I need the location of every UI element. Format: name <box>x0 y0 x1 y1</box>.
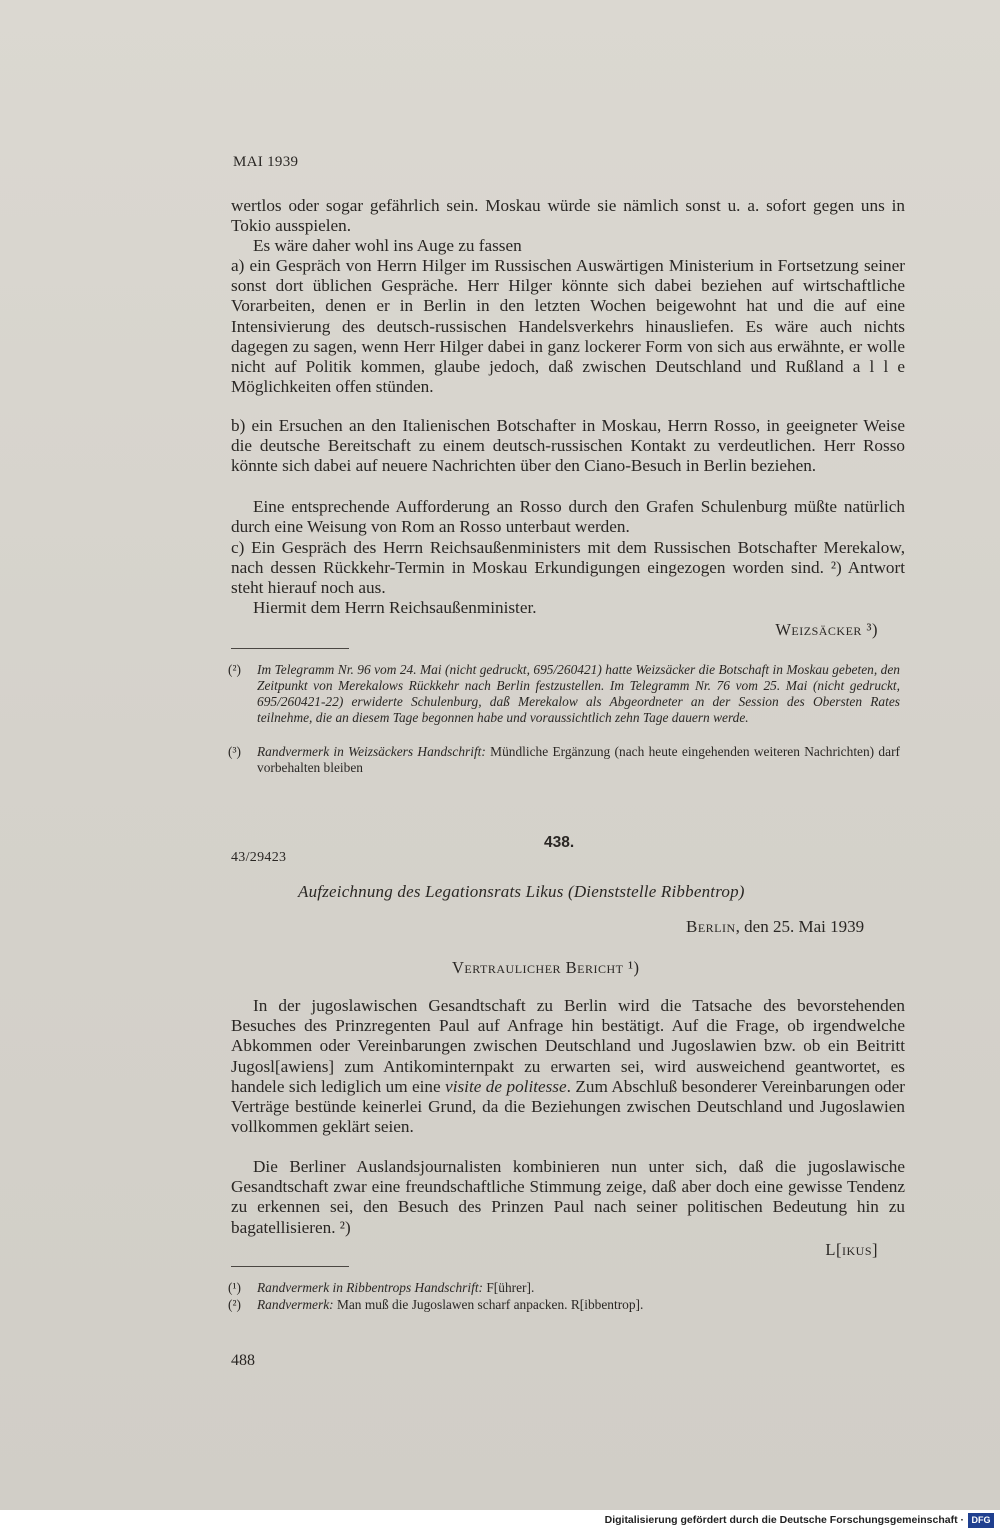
foreign-phrase: visite de politesse <box>445 1076 567 1096</box>
signature: Weizsäcker ³) <box>775 620 878 639</box>
footnote-label: Randvermerk in Weizsäckers Handschrift: <box>257 744 486 759</box>
funding-credit: Digitalisierung gefördert durch die Deutsche Forschungsgemeinschaft · <box>604 1514 964 1526</box>
report-heading: Vertraulicher Bericht ¹) <box>452 958 640 977</box>
paragraph: wertlos oder sogar gefährlich sein. Moskau würde sie nämlich sonst u. a. sofort gegen uns in Tokio ausspielen. <box>231 196 905 236</box>
document-number: 438. <box>544 834 575 851</box>
place-city: Berlin <box>686 917 736 936</box>
dfg-logo-icon: DFG <box>968 1513 994 1528</box>
paragraph: Hiermit dem Herrn Reichsaußenminister. <box>253 598 537 617</box>
footnote-text: F[ührer]. <box>486 1280 535 1295</box>
place-date <box>686 917 864 937</box>
footnote-rule <box>231 648 349 649</box>
paragraph: Die Berliner Auslandsjournalisten kombinieren nun unter sich, daß die jugoslawische Gesandtschaft zwar eine freundschaftliche Stimmung zeige, daß aber doch eine gewisse Tendenz zu erkennen sei, den Besuch des Prinzen Paul nach seiner politischen Bedeutung hin zu bagatellisieren. ²) <box>231 1157 905 1237</box>
document-title: Aufzeichnung des Legationsrats Likus (Dienststelle Ribbentrop) <box>298 882 745 901</box>
footnote <box>228 1297 900 1313</box>
footnote-text: Im Telegramm Nr. 96 vom 24. Mai (nicht gedruckt, 695/260421) hatte Weizsäcker die Botschaft in Moskau gebeten, den Zeitpunkt von Merekalows Rückkehr nach Berlin festzustellen. Im Telegramm Nr. 76 vom 25. Mai (nicht gedruckt, 695/260421-22) erwiderte Schulenburg, daß Merekalow als Abgeordneter an der Session des Obersten Rates teilnehme, die an diesem Tage begonnen habe und voraussichtlich zehn Tage dauern werde. <box>257 662 900 725</box>
footnote-number: (¹) <box>228 1280 241 1295</box>
paragraph: c) Ein Gespräch des Herrn Reichsaußenministers mit dem Russischen Botschafter Merekalow, nach dessen Rückkehr-Termin in Moskau Erkundigungen eingezogen worden sind. ²) Antwort steht hierauf noch aus. <box>231 538 905 598</box>
footnote <box>228 662 900 726</box>
paragraph: Eine entsprechende Aufforderung an Rosso durch den Grafen Schulenburg müßte natürlich durch eine Weisung von Rom an Rosso unterbaut werden. <box>231 497 905 537</box>
credit-bar <box>0 1510 1000 1532</box>
paragraph: In der jugoslawischen Gesandtschaft zu Berlin wird die Tatsache des bevorstehenden Besuches des Prinzregenten Paul auf Anfrage hin bestätigt. Auf die Frage, ob irgendwelche Abkommen oder Vereinbarungen zwischen Deutschland und Jugoslawien bzw. ob ein Beitritt Jugosl[awiens] zum Antikominternpakt zu erwarten sei, wird ausweichend geantwortet, es handele sich lediglich um eine visite de politesse. Zum Abschluß besonderer Vereinbarungen oder Verträge bestünde keinerlei Grund, da die Beziehungen zwischen Deutschland und Jugoslawien vollkommen geklärt seien. <box>231 996 905 1137</box>
footnote-number: (²) <box>228 1297 241 1312</box>
footnote-number: (²) <box>228 662 241 677</box>
paragraph: b) ein Ersuchen an den Italienischen Botschafter in Moskau, Herrn Rosso, in geeigneter Weise die deutsche Bereitschaft zu einem deutsch-russischen Kontakt zu verdeutlichen. Herr Rosso könnte sich dabei auf neuere Nachrichten über den Ciano-Besuch in Berlin beziehen. <box>231 416 905 476</box>
footnote-label: Randvermerk: <box>257 1297 334 1312</box>
page-number: 488 <box>231 1352 255 1369</box>
footnote-text: Man muß die Jugoslawen scharf anpacken. R[ibbentrop]. <box>336 1297 644 1312</box>
footnote <box>228 1280 900 1296</box>
paragraph: a) ein Gespräch von Herrn Hilger im Russischen Auswärtigen Ministerium in Fortsetzung seiner sonst dort üblichen Gespräche. Herr Hilger könnte sich dabei beziehen auf wirtschaftliche Vorarbeiten, denen er in Berlin in den letzten Wochen beigewohnt hat und die auf eine Intensivierung des deutsch-russischen Handelsverkehrs hinausliefen. Es wäre auch nichts dagegen zu sagen, wenn Herr Hilger dabei in ganz lockerer Form von sich aus erwähnte, er wolle nicht auf Politik kommen, glaube jedoch, daß zwischen Deutschland und Rußland a l l e Möglichkeiten offen stünden. <box>231 256 905 397</box>
footnote-label: Randvermerk in Ribbentrops Handschrift: <box>257 1280 483 1295</box>
date: , den 25. Mai 1939 <box>735 917 865 936</box>
footnote <box>228 744 900 776</box>
footnote-rule <box>231 1266 349 1267</box>
file-number: 43/29423 <box>231 850 287 865</box>
signature: L[ikus] <box>825 1240 878 1259</box>
footnote-text: Mündliche Ergänzung (nach heute eingehenden weiteren Nachrichten) darf vorbehalten bleiben <box>257 744 900 775</box>
footnote-number: (³) <box>228 744 241 759</box>
paragraph: Es wäre daher wohl ins Auge zu fassen <box>253 236 522 255</box>
running-head: MAI 1939 <box>233 154 299 170</box>
